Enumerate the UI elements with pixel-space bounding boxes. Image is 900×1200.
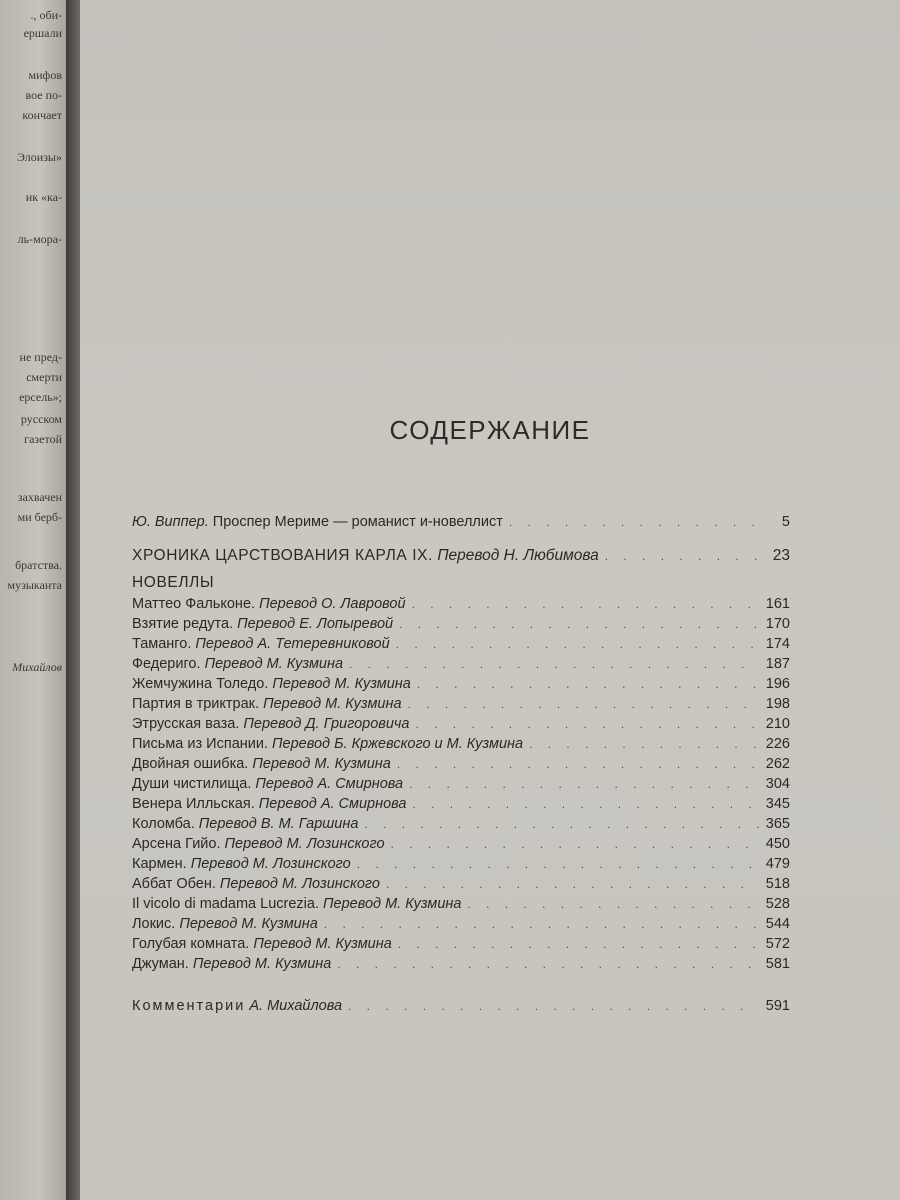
leader-dots xyxy=(412,794,759,814)
entry-translator: Перевод О. Лавровой xyxy=(259,596,406,612)
toc-entry-row xyxy=(132,674,790,694)
leader-dots xyxy=(509,512,760,532)
page-number: 174 xyxy=(765,636,790,652)
page-number: 544 xyxy=(765,916,790,932)
entry-title: Арсена Гийо. xyxy=(132,836,221,852)
entry-translator: Перевод М. Кузмина xyxy=(263,696,402,712)
left-page-text-fragment: не пред- xyxy=(19,350,62,364)
leader-dots xyxy=(397,754,760,774)
entry-translator: Перевод Е. Лопыревой xyxy=(237,616,394,632)
toc-entry-row xyxy=(132,794,790,814)
page-number: 226 xyxy=(765,736,790,752)
entry-title: Письма из Испании. xyxy=(132,736,268,752)
entry-translator: Перевод М. Кузмина xyxy=(253,936,392,952)
commentary-author: А. Михайлова xyxy=(249,998,343,1014)
entry-translator: Перевод М. Кузмина xyxy=(272,676,411,692)
leader-dots xyxy=(398,934,760,954)
left-page-text-fragment: Михайлов xyxy=(12,660,62,674)
leader-dots xyxy=(391,834,760,854)
left-page-text-fragment: русском xyxy=(20,412,62,426)
page-number: 365 xyxy=(765,816,790,832)
entry-title: Коломба. xyxy=(132,816,195,832)
toc-entry-row xyxy=(132,874,790,894)
chronicle-translator: Перевод Н. Любимова xyxy=(437,547,599,564)
left-page-text-fragment: ик «ка- xyxy=(25,190,62,204)
toc-entry-row xyxy=(132,654,790,674)
entry-title: Двойная ошибка. xyxy=(132,756,249,772)
page-number: 5 xyxy=(781,514,790,530)
entry-title: Джуман. xyxy=(132,956,189,972)
leader-dots xyxy=(409,774,760,794)
chronicle-title: ХРОНИКА ЦАРСТВОВАНИЯ КАРЛА IX. xyxy=(132,547,433,564)
page-number: 345 xyxy=(765,796,790,812)
entry-title: Партия в триктрак. xyxy=(132,696,260,712)
leader-dots xyxy=(605,544,760,568)
toc-commentary-row xyxy=(132,996,790,1016)
entry-title: Жемчужина Толедо. xyxy=(132,676,269,692)
entry-title: Этрусская ваза. xyxy=(132,716,240,732)
entry-title: Венера Илльская. xyxy=(132,796,255,812)
entry-title: Аббат Обен. xyxy=(132,876,216,892)
page-number: 518 xyxy=(765,876,790,892)
page-number: 161 xyxy=(765,596,790,612)
entry-title: Таманго. xyxy=(132,636,192,652)
intro-author: Ю. Виппер. xyxy=(132,514,209,530)
left-page-text-fragment: мифов xyxy=(28,68,62,82)
entry-title: Маттео Фальконе. xyxy=(132,596,256,612)
toc-entry-row xyxy=(132,954,790,974)
leader-dots xyxy=(408,694,760,714)
leader-dots xyxy=(415,714,759,734)
left-page-text-fragment: смерти xyxy=(26,370,62,384)
entry-title: Il vicolo di madama Lucrezia. xyxy=(132,896,319,912)
page-number: 187 xyxy=(765,656,790,672)
entry-title: Взятие редута. xyxy=(132,616,234,632)
novellas-heading: НОВЕЛЛЫ xyxy=(132,574,215,591)
toc-entry-row xyxy=(132,894,790,914)
left-page-text-fragment: братства. xyxy=(15,558,62,572)
leader-dots xyxy=(349,654,760,674)
entry-translator: Перевод Д. Григоровича xyxy=(243,716,410,732)
left-page-text-fragment: Элоизы» xyxy=(17,150,62,164)
left-page-text-fragment: музыканта xyxy=(7,578,62,592)
toc-entry-row xyxy=(132,934,790,954)
table-of-contents xyxy=(132,512,790,1016)
entry-title: Федериго. xyxy=(132,656,201,672)
toc-entry-row xyxy=(132,914,790,934)
leader-dots xyxy=(337,954,759,974)
toc-entry-row xyxy=(132,634,790,654)
left-page-text-fragment: ерсель»; xyxy=(19,390,62,404)
toc-entry-row xyxy=(132,834,790,854)
entry-translator: Перевод М. Кузмина xyxy=(179,916,318,932)
leader-dots xyxy=(364,814,759,834)
entry-translator: Перевод М. Кузмина xyxy=(252,756,391,772)
toc-entry-row xyxy=(132,854,790,874)
leader-dots xyxy=(357,854,760,874)
entry-translator: Перевод М. Кузмина xyxy=(323,896,462,912)
novellas-list xyxy=(132,594,790,974)
page-title: СОДЕРЖАНИЕ xyxy=(389,415,591,445)
toc-entry-row xyxy=(132,774,790,794)
left-page-text-fragment: захвачен xyxy=(17,490,62,504)
toc-entry-row xyxy=(132,814,790,834)
toc-entry-row xyxy=(132,714,790,734)
entry-title: Голубая комната. xyxy=(132,936,250,952)
page-number: 304 xyxy=(765,776,790,792)
book-gutter xyxy=(66,0,80,1200)
toc-entry-row xyxy=(132,734,790,754)
toc-entry-row xyxy=(132,594,790,614)
page-number: 450 xyxy=(765,836,790,852)
toc-intro-row xyxy=(132,512,790,532)
page-number: 581 xyxy=(765,956,790,972)
entry-translator: Перевод А. Смирнова xyxy=(255,776,404,792)
left-page-text-fragment: ершали xyxy=(23,26,62,40)
entry-translator: Перевод Б. Кржевского и М. Кузмина xyxy=(272,736,524,752)
page-number: 198 xyxy=(765,696,790,712)
left-page-edge xyxy=(0,0,66,1200)
entry-translator: Перевод А. Смирнова xyxy=(258,796,407,812)
commentary-title: Комментарии xyxy=(132,998,246,1014)
entry-translator: Перевод М. Лозинского xyxy=(190,856,351,872)
left-page-text-fragment: ., оби- xyxy=(30,8,62,22)
page-number: 262 xyxy=(765,756,790,772)
leader-dots xyxy=(386,874,760,894)
entry-title: Кармен. xyxy=(132,856,187,872)
toc-entry-row xyxy=(132,614,790,634)
page-number: 196 xyxy=(765,676,790,692)
toc-entry-row xyxy=(132,694,790,714)
leader-dots xyxy=(348,996,760,1016)
intro-title: Проспер Мериме — романист и-новеллист xyxy=(212,514,503,530)
page-number: 170 xyxy=(765,616,790,632)
left-page-text-fragment: ль-мора- xyxy=(17,232,62,246)
page-number: 479 xyxy=(765,856,790,872)
page-number: 23 xyxy=(772,547,790,564)
page-number: 210 xyxy=(765,716,790,732)
entry-translator: Перевод М. Лозинского xyxy=(219,876,380,892)
toc-chronicle-row xyxy=(132,544,790,568)
page-number: 528 xyxy=(765,896,790,912)
entry-title: Локис. xyxy=(132,916,176,932)
left-page-text-fragment: ми берб- xyxy=(17,510,62,524)
left-page-text-fragment: вое по- xyxy=(25,88,62,102)
toc-entry-row xyxy=(132,754,790,774)
entry-translator: Перевод М. Лозинского xyxy=(224,836,385,852)
leader-dots xyxy=(396,634,760,654)
page-number: 572 xyxy=(765,936,790,952)
leader-dots xyxy=(324,914,760,934)
entry-translator: Перевод А. Тетеревниковой xyxy=(195,636,390,652)
leader-dots xyxy=(529,734,760,754)
leader-dots xyxy=(412,594,760,614)
left-page-text-fragment: газетой xyxy=(24,432,62,446)
entry-translator: Перевод М. Кузмина xyxy=(204,656,344,672)
leader-dots xyxy=(467,894,759,914)
contents-page xyxy=(80,0,900,1200)
leader-dots xyxy=(417,674,760,694)
page-number: 591 xyxy=(765,998,790,1014)
entry-title: Души чистилища. xyxy=(132,776,252,792)
left-page-text-fragment: кончает xyxy=(22,108,62,122)
leader-dots xyxy=(399,614,760,634)
entry-translator: Перевод В. М. Гаршина xyxy=(198,816,359,832)
entry-translator: Перевод М. Кузмина xyxy=(192,956,332,972)
